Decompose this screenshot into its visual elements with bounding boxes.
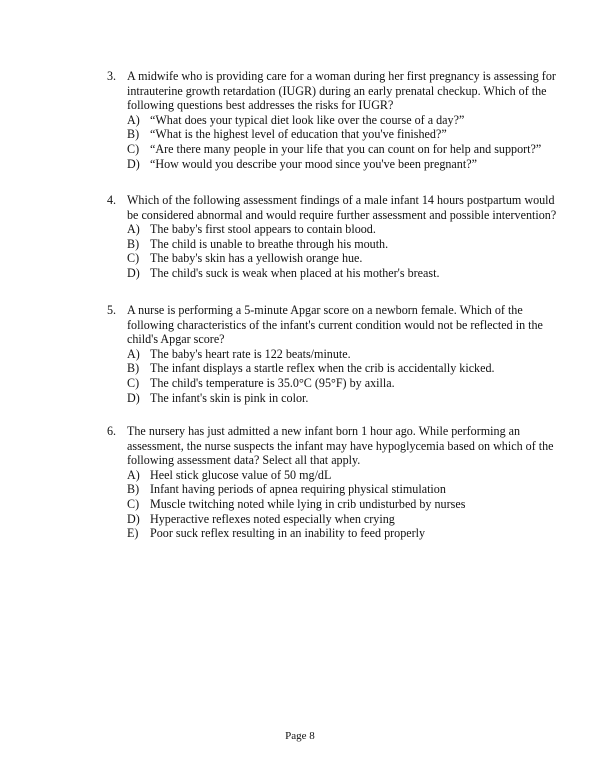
option-text: Infant having periods of apnea requiring physical stimulation	[150, 482, 446, 497]
question-number: 6.	[107, 424, 117, 438]
option-d	[127, 512, 557, 527]
question-stem	[107, 303, 557, 347]
option-letter: D)	[127, 511, 140, 526]
page-number: Page 8	[285, 730, 315, 742]
option-letter: A)	[127, 346, 140, 361]
question-6	[107, 424, 557, 541]
option-b	[127, 482, 557, 497]
option-b	[127, 127, 557, 142]
option-text: The child's suck is weak when placed at his mother's breast.	[150, 265, 440, 280]
option-d	[127, 266, 557, 281]
option-text: “What is the highest level of education that you've finished?”	[150, 127, 447, 142]
option-a	[127, 468, 557, 483]
option-c	[127, 497, 557, 512]
option-text: Hyperactive reflexes noted especially when crying	[150, 511, 395, 526]
option-letter: B)	[127, 127, 140, 142]
option-letter: A)	[127, 467, 140, 482]
options-list	[107, 347, 557, 405]
option-text: The infant displays a startle reflex when the crib is accidentally kicked.	[150, 361, 495, 376]
question-text: The nursery has just admitted a new infant born 1 hour ago. While performing an assessment, the nurse suspects the infant may have hypoglycemia based on which of the following assessment data? Select all that apply.	[127, 424, 554, 468]
option-d	[127, 391, 557, 406]
option-text: “What does your typical diet look like over the course of a day?”	[150, 112, 465, 127]
option-a	[127, 222, 557, 237]
option-letter: B)	[127, 482, 140, 497]
option-letter: A)	[127, 222, 140, 237]
option-text: The baby's skin has a yellowish orange hue.	[150, 251, 363, 266]
option-letter: E)	[127, 526, 139, 541]
question-text: A nurse is performing a 5-minute Apgar score on a newborn female. Which of the following characteristics of the infant's current condition would not be reflected in the child's Apgar score?	[127, 303, 543, 347]
option-text: The child is unable to breathe through his mouth.	[150, 236, 389, 251]
question-text: A midwife who is providing care for a woman during her first pregnancy is assessing for intrauterine growth retardation (IUGR) during an early prenatal checkup. Which of the following questions best addresses the risks for IUGR?	[127, 69, 556, 113]
option-letter: C)	[127, 141, 140, 156]
question-5	[107, 303, 557, 405]
option-c	[127, 251, 557, 266]
option-text: The infant's skin is pink in color.	[150, 390, 309, 405]
option-text: Muscle twitching noted while lying in crib undisturbed by nurses	[150, 496, 466, 511]
question-stem	[107, 69, 557, 113]
option-text: Heel stick glucose value of 50 mg/dL	[150, 467, 332, 482]
option-letter: A)	[127, 112, 140, 127]
option-text: “How would you describe your mood since you've been pregnant?”	[150, 156, 477, 171]
option-letter: D)	[127, 156, 140, 171]
option-text: The baby's heart rate is 122 beats/minute.	[150, 346, 351, 361]
option-letter: C)	[127, 251, 140, 266]
option-letter: C)	[127, 375, 140, 390]
question-stem	[107, 193, 557, 222]
question-text: Which of the following assessment findings of a male infant 14 hours postpartum would be considered abnormal and would require further assessment and possible intervention?	[127, 193, 557, 222]
option-d	[127, 157, 557, 172]
question-number: 4.	[107, 193, 117, 207]
options-list	[107, 468, 557, 541]
option-text: Poor suck reflex resulting in an inability to feed properly	[150, 526, 426, 541]
option-letter: B)	[127, 361, 140, 376]
question-number: 5.	[107, 303, 117, 317]
option-b	[127, 361, 557, 376]
question-4	[107, 193, 557, 281]
option-letter: D)	[127, 390, 140, 405]
option-text: “Are there many people in your life that you can count on for help and support?”	[150, 141, 542, 156]
option-letter: C)	[127, 496, 140, 511]
question-number: 3.	[107, 69, 117, 83]
option-letter: B)	[127, 236, 140, 251]
options-list	[107, 222, 557, 280]
option-a	[127, 347, 557, 362]
option-letter: D)	[127, 265, 140, 280]
options-list	[107, 113, 557, 171]
option-c	[127, 142, 557, 157]
question-stem	[107, 424, 557, 468]
option-text: The baby's first stool appears to contain blood.	[150, 222, 376, 237]
option-e	[127, 526, 557, 541]
option-c	[127, 376, 557, 391]
question-3	[107, 69, 557, 171]
option-a	[127, 113, 557, 128]
option-text: The child's temperature is 35.0°C (95°F) by axilla.	[150, 375, 395, 390]
option-b	[127, 237, 557, 252]
